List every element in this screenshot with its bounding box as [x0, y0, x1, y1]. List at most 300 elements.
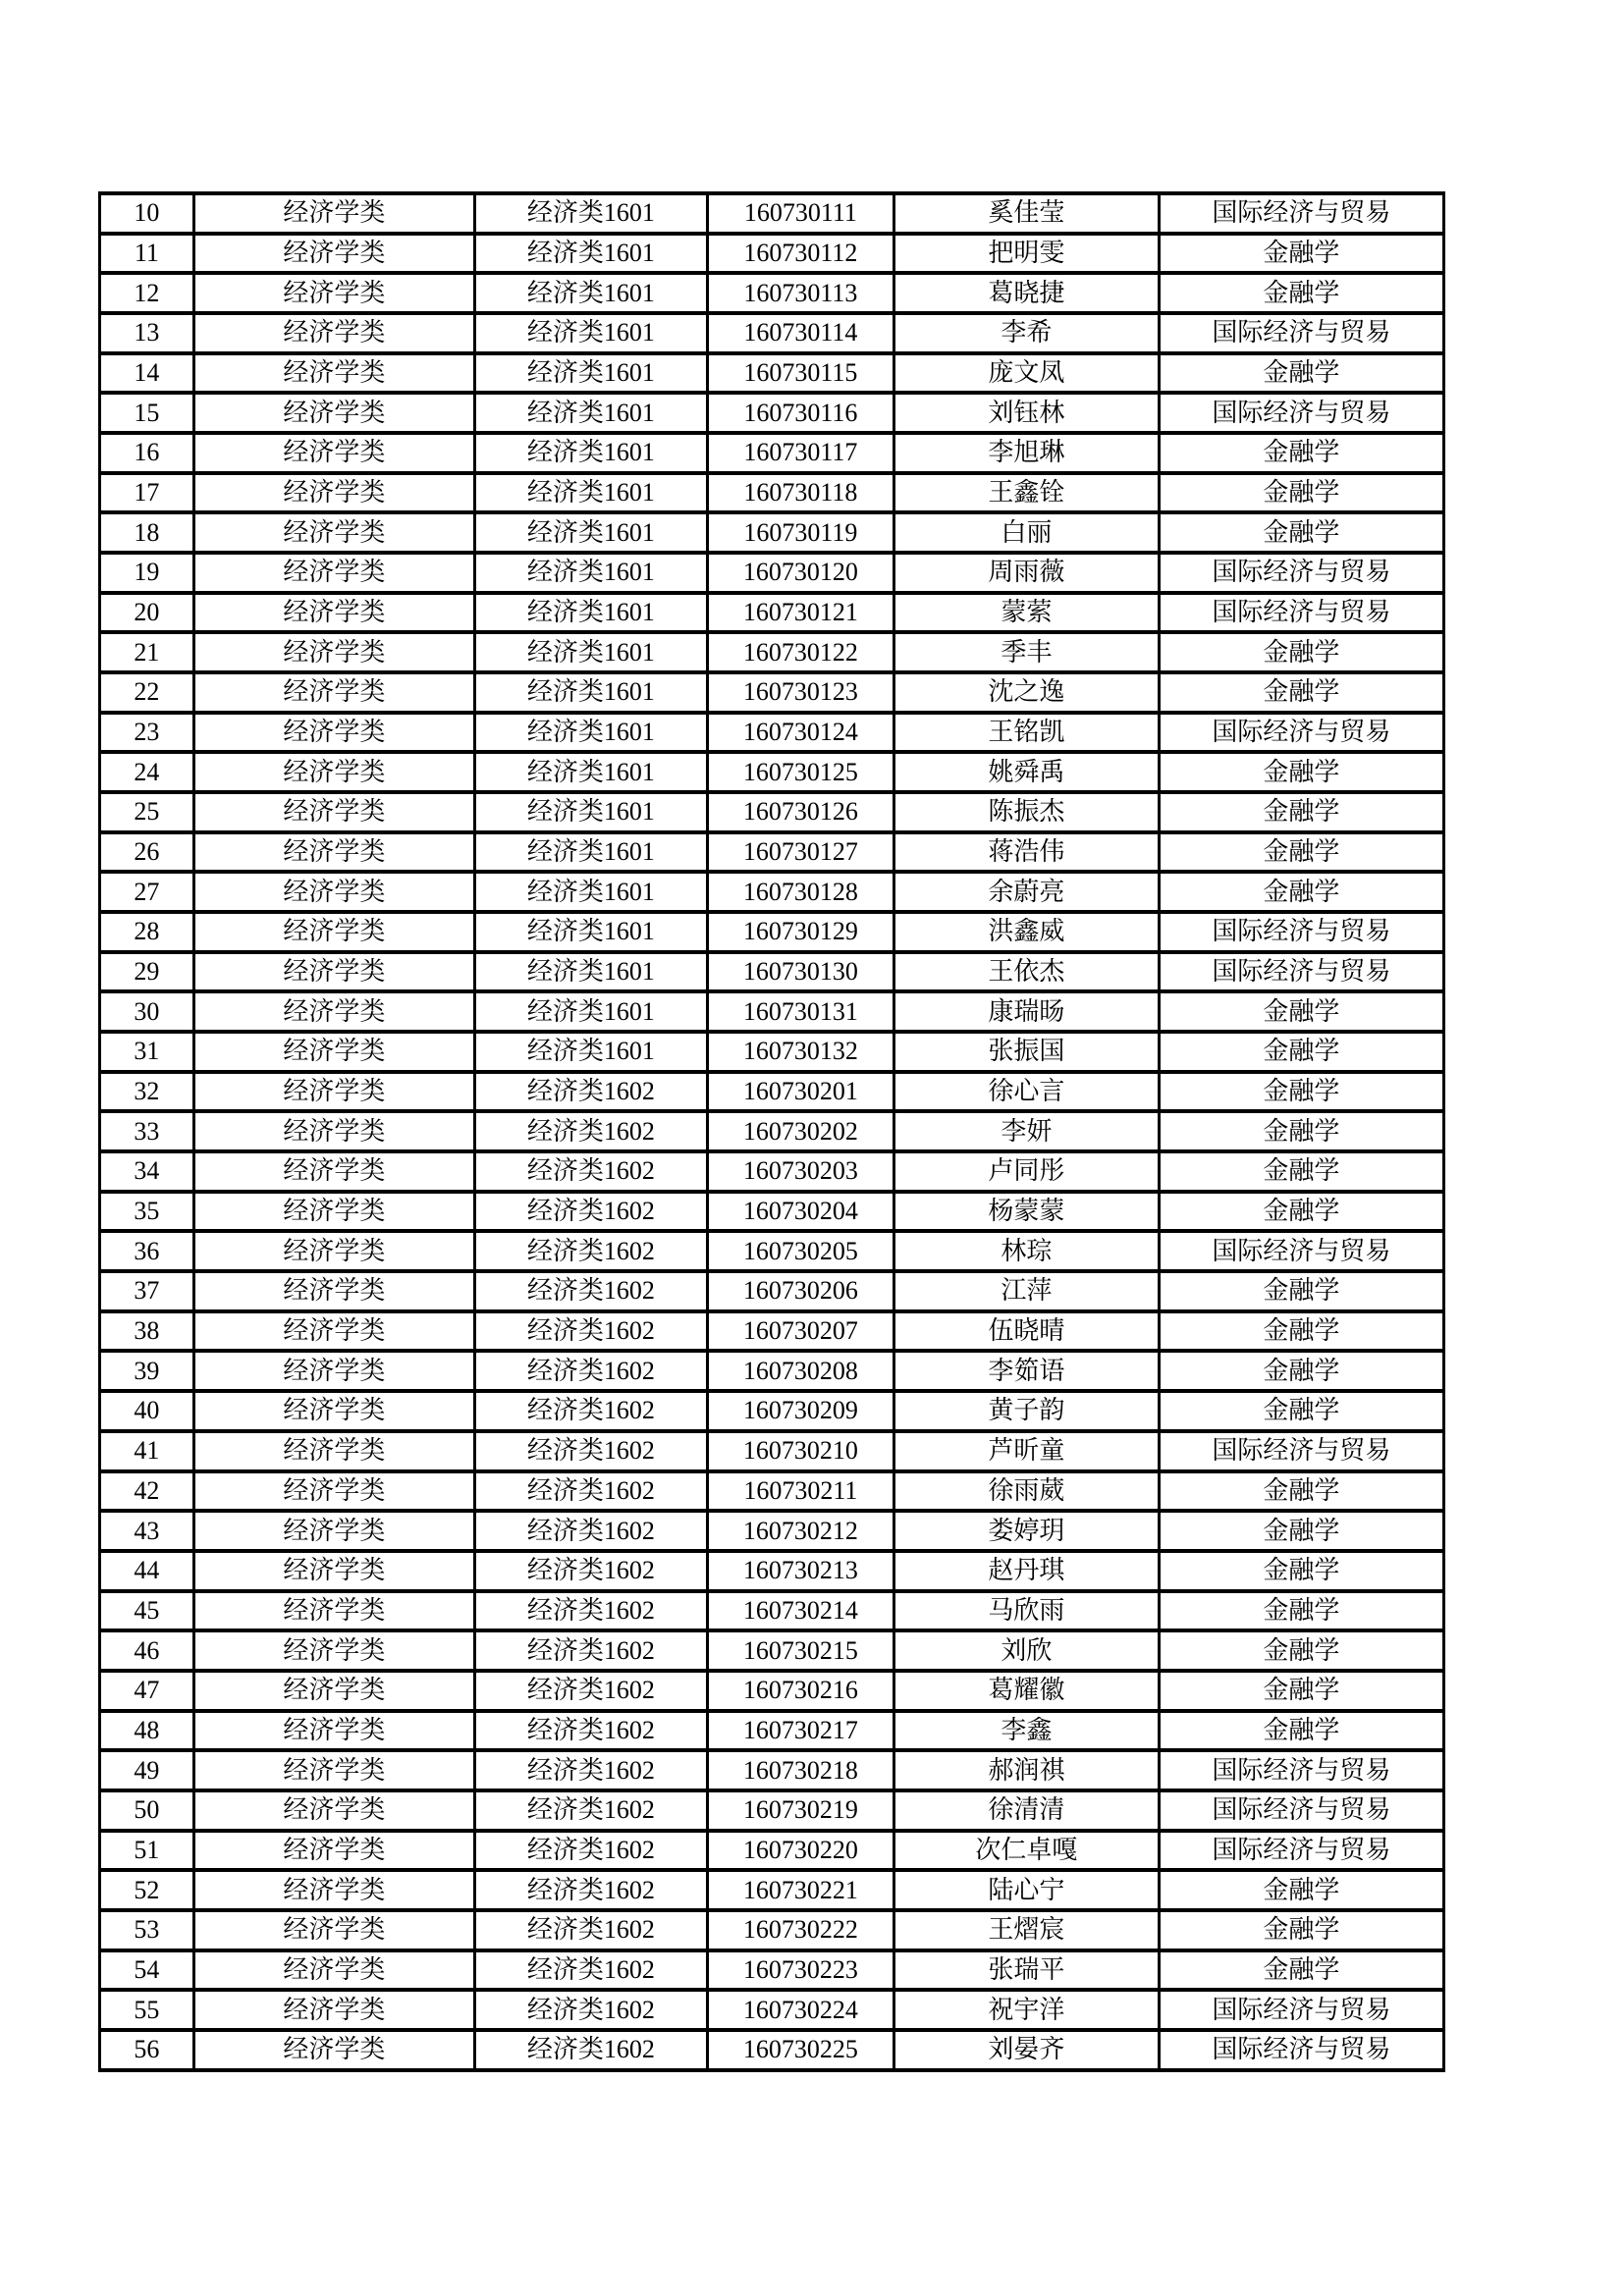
row-number-cell: 42 [100, 1471, 194, 1512]
major-cell: 金融学 [1159, 1870, 1443, 1910]
category-cell: 经济学类 [193, 792, 474, 832]
class-cell: 经济类1601 [474, 632, 707, 672]
table-row [100, 1950, 1444, 1991]
student-id-cell: 160730119 [707, 512, 893, 553]
major-cell: 国际经济与贸易 [1159, 912, 1443, 952]
category-cell: 经济学类 [193, 832, 474, 873]
class-cell: 经济类1601 [474, 353, 707, 394]
category-cell: 经济学类 [193, 632, 474, 672]
table-row [100, 1831, 1444, 1871]
class-cell: 经济类1602 [474, 1790, 707, 1831]
class-cell: 经济类1601 [474, 512, 707, 553]
major-cell: 金融学 [1159, 1551, 1443, 1591]
student-id-cell: 160730224 [707, 1990, 893, 2030]
student-name-cell: 康瑞旸 [894, 991, 1160, 1032]
table-row [100, 1351, 1444, 1391]
class-cell: 经济类1602 [474, 1391, 707, 1431]
class-cell: 经济类1602 [474, 1750, 707, 1790]
student-id-cell: 160730225 [707, 2030, 893, 2070]
category-cell: 经济学类 [193, 672, 474, 713]
class-cell: 经济类1601 [474, 273, 707, 313]
student-id-cell: 160730123 [707, 672, 893, 713]
category-cell: 经济学类 [193, 234, 474, 274]
table-row [100, 512, 1444, 553]
table-row [100, 1111, 1444, 1151]
major-cell: 国际经济与贸易 [1159, 952, 1443, 992]
major-cell: 金融学 [1159, 1630, 1443, 1671]
table-row [100, 1790, 1444, 1831]
table-row [100, 1431, 1444, 1471]
student-id-cell: 160730111 [707, 193, 893, 234]
student-id-cell: 160730204 [707, 1192, 893, 1232]
major-cell: 金融学 [1159, 872, 1443, 912]
student-name-cell: 姚舜禹 [894, 752, 1160, 792]
table-row [100, 1192, 1444, 1232]
major-cell: 国际经济与贸易 [1159, 2030, 1443, 2070]
student-id-cell: 160730210 [707, 1431, 893, 1471]
student-id-cell: 160730114 [707, 313, 893, 353]
category-cell: 经济学类 [193, 1151, 474, 1192]
student-id-cell: 160730202 [707, 1111, 893, 1151]
student-id-cell: 160730213 [707, 1551, 893, 1591]
major-cell: 金融学 [1159, 1351, 1443, 1391]
category-cell: 经济学类 [193, 952, 474, 992]
student-id-cell: 160730209 [707, 1391, 893, 1431]
row-number-cell: 44 [100, 1551, 194, 1591]
category-cell: 经济学类 [193, 912, 474, 952]
class-cell: 经济类1601 [474, 832, 707, 873]
class-cell: 经济类1602 [474, 1990, 707, 2030]
table-row [100, 553, 1444, 593]
category-cell: 经济学类 [193, 1990, 474, 2030]
category-cell: 经济学类 [193, 393, 474, 433]
class-cell: 经济类1602 [474, 1711, 707, 1751]
student-id-cell: 160730205 [707, 1231, 893, 1271]
class-cell: 经济类1601 [474, 553, 707, 593]
class-cell: 经济类1601 [474, 593, 707, 633]
class-cell: 经济类1601 [474, 473, 707, 513]
student-name-cell: 刘欣 [894, 1630, 1160, 1671]
major-cell: 金融学 [1159, 672, 1443, 713]
student-id-cell: 160730217 [707, 1711, 893, 1751]
row-number-cell: 36 [100, 1231, 194, 1271]
row-number-cell: 31 [100, 1032, 194, 1072]
row-number-cell: 47 [100, 1671, 194, 1711]
category-cell: 经济学类 [193, 1192, 474, 1232]
category-cell: 经济学类 [193, 713, 474, 753]
class-cell: 经济类1602 [474, 1831, 707, 1871]
major-cell: 金融学 [1159, 1711, 1443, 1751]
class-cell: 经济类1602 [474, 1630, 707, 1671]
table-row [100, 1032, 1444, 1072]
student-name-cell: 刘晏齐 [894, 2030, 1160, 2070]
category-cell: 经济学类 [193, 1630, 474, 1671]
class-cell: 经济类1602 [474, 1870, 707, 1910]
row-number-cell: 12 [100, 273, 194, 313]
student-name-cell: 葛晓捷 [894, 273, 1160, 313]
category-cell: 经济学类 [193, 1231, 474, 1271]
class-cell: 经济类1602 [474, 1671, 707, 1711]
category-cell: 经济学类 [193, 1511, 474, 1551]
major-cell: 金融学 [1159, 1591, 1443, 1631]
student-id-cell: 160730216 [707, 1671, 893, 1711]
student-name-cell: 陈振杰 [894, 792, 1160, 832]
class-cell: 经济类1602 [474, 1910, 707, 1950]
category-cell: 经济学类 [193, 1471, 474, 1512]
major-cell: 金融学 [1159, 1311, 1443, 1352]
category-cell: 经济学类 [193, 433, 474, 473]
student-id-cell: 160730207 [707, 1311, 893, 1352]
class-cell: 经济类1601 [474, 313, 707, 353]
student-id-cell: 160730127 [707, 832, 893, 873]
table-row [100, 1231, 1444, 1271]
table-row [100, 1271, 1444, 1311]
major-cell: 国际经济与贸易 [1159, 553, 1443, 593]
category-cell: 经济学类 [193, 991, 474, 1032]
table-row [100, 752, 1444, 792]
row-number-cell: 50 [100, 1790, 194, 1831]
student-name-cell: 林琮 [894, 1231, 1160, 1271]
table-row [100, 1750, 1444, 1790]
row-number-cell: 39 [100, 1351, 194, 1391]
student-id-cell: 160730118 [707, 473, 893, 513]
table-row [100, 912, 1444, 952]
row-number-cell: 30 [100, 991, 194, 1032]
table-row [100, 1630, 1444, 1671]
class-cell: 经济类1602 [474, 1351, 707, 1391]
table-row [100, 872, 1444, 912]
class-cell: 经济类1601 [474, 872, 707, 912]
category-cell: 经济学类 [193, 313, 474, 353]
class-cell: 经济类1601 [474, 672, 707, 713]
student-name-cell: 次仁卓嘎 [894, 1831, 1160, 1871]
table-row [100, 832, 1444, 873]
student-id-cell: 160730220 [707, 1831, 893, 1871]
row-number-cell: 54 [100, 1950, 194, 1991]
table-row [100, 313, 1444, 353]
major-cell: 国际经济与贸易 [1159, 1431, 1443, 1471]
major-cell: 金融学 [1159, 1671, 1443, 1711]
student-name-cell: 李鑫 [894, 1711, 1160, 1751]
student-name-cell: 伍晓晴 [894, 1311, 1160, 1352]
row-number-cell: 51 [100, 1831, 194, 1871]
row-number-cell: 33 [100, 1111, 194, 1151]
category-cell: 经济学类 [193, 1910, 474, 1950]
major-cell: 金融学 [1159, 273, 1443, 313]
category-cell: 经济学类 [193, 1671, 474, 1711]
student-name-cell: 王鑫铨 [894, 473, 1160, 513]
row-number-cell: 45 [100, 1591, 194, 1631]
row-number-cell: 14 [100, 353, 194, 394]
student-id-cell: 160730212 [707, 1511, 893, 1551]
class-cell: 经济类1602 [474, 1271, 707, 1311]
row-number-cell: 55 [100, 1990, 194, 2030]
student-name-cell: 洪鑫威 [894, 912, 1160, 952]
row-number-cell: 18 [100, 512, 194, 553]
student-name-cell: 沈之逸 [894, 672, 1160, 713]
category-cell: 经济学类 [193, 193, 474, 234]
category-cell: 经济学类 [193, 752, 474, 792]
student-name-cell: 徐雨葳 [894, 1471, 1160, 1512]
major-cell: 金融学 [1159, 792, 1443, 832]
student-name-cell: 蒙萦 [894, 593, 1160, 633]
row-number-cell: 19 [100, 553, 194, 593]
major-cell: 金融学 [1159, 832, 1443, 873]
student-name-cell: 王熠宸 [894, 1910, 1160, 1950]
row-number-cell: 15 [100, 393, 194, 433]
student-id-cell: 160730128 [707, 872, 893, 912]
student-name-cell: 周雨薇 [894, 553, 1160, 593]
major-cell: 金融学 [1159, 1192, 1443, 1232]
table-row [100, 792, 1444, 832]
class-cell: 经济类1601 [474, 1032, 707, 1072]
category-cell: 经济学类 [193, 872, 474, 912]
category-cell: 经济学类 [193, 1551, 474, 1591]
major-cell: 金融学 [1159, 1910, 1443, 1950]
major-cell: 国际经济与贸易 [1159, 1790, 1443, 1831]
table-row [100, 273, 1444, 313]
class-cell: 经济类1602 [474, 2030, 707, 2070]
student-id-cell: 160730131 [707, 991, 893, 1032]
student-name-cell: 王铭凯 [894, 713, 1160, 753]
row-number-cell: 41 [100, 1431, 194, 1471]
category-cell: 经济学类 [193, 512, 474, 553]
category-cell: 经济学类 [193, 1591, 474, 1631]
table-row [100, 672, 1444, 713]
table-row [100, 2030, 1444, 2070]
row-number-cell: 17 [100, 473, 194, 513]
category-cell: 经济学类 [193, 353, 474, 394]
student-id-cell: 160730208 [707, 1351, 893, 1391]
student-name-cell: 徐清清 [894, 1790, 1160, 1831]
row-number-cell: 49 [100, 1750, 194, 1790]
student-id-cell: 160730215 [707, 1630, 893, 1671]
category-cell: 经济学类 [193, 1391, 474, 1431]
table-row [100, 1391, 1444, 1431]
row-number-cell: 25 [100, 792, 194, 832]
class-cell: 经济类1601 [474, 193, 707, 234]
major-cell: 金融学 [1159, 1950, 1443, 1991]
student-name-cell: 黄子韵 [894, 1391, 1160, 1431]
student-id-cell: 160730222 [707, 1910, 893, 1950]
student-name-cell: 祝宇洋 [894, 1990, 1160, 2030]
major-cell: 金融学 [1159, 1151, 1443, 1192]
class-cell: 经济类1602 [474, 1072, 707, 1112]
table-row [100, 713, 1444, 753]
major-cell: 金融学 [1159, 1391, 1443, 1431]
row-number-cell: 46 [100, 1630, 194, 1671]
table-row [100, 1990, 1444, 2030]
student-id-cell: 160730218 [707, 1750, 893, 1790]
row-number-cell: 24 [100, 752, 194, 792]
student-id-cell: 160730223 [707, 1950, 893, 1991]
student-name-cell: 娄婷玥 [894, 1511, 1160, 1551]
table-row [100, 952, 1444, 992]
table-row [100, 433, 1444, 473]
class-cell: 经济类1602 [474, 1231, 707, 1271]
student-id-cell: 160730122 [707, 632, 893, 672]
major-cell: 金融学 [1159, 234, 1443, 274]
class-cell: 经济类1601 [474, 952, 707, 992]
major-cell: 国际经济与贸易 [1159, 1990, 1443, 2030]
class-cell: 经济类1602 [474, 1950, 707, 1991]
major-cell: 国际经济与贸易 [1159, 1831, 1443, 1871]
major-cell: 国际经济与贸易 [1159, 1750, 1443, 1790]
student-name-cell: 葛耀徽 [894, 1671, 1160, 1711]
class-cell: 经济类1602 [474, 1111, 707, 1151]
category-cell: 经济学类 [193, 1950, 474, 1991]
student-name-cell: 蒋浩伟 [894, 832, 1160, 873]
student-id-cell: 160730132 [707, 1032, 893, 1072]
row-number-cell: 16 [100, 433, 194, 473]
category-cell: 经济学类 [193, 1831, 474, 1871]
student-name-cell: 郝润祺 [894, 1750, 1160, 1790]
student-name-cell: 赵丹琪 [894, 1551, 1160, 1591]
table-row [100, 234, 1444, 274]
row-number-cell: 26 [100, 832, 194, 873]
major-cell: 金融学 [1159, 433, 1443, 473]
student-id-cell: 160730203 [707, 1151, 893, 1192]
table-row [100, 1511, 1444, 1551]
major-cell: 金融学 [1159, 1111, 1443, 1151]
category-cell: 经济学类 [193, 1072, 474, 1112]
row-number-cell: 11 [100, 234, 194, 274]
student-id-cell: 160730125 [707, 752, 893, 792]
student-name-cell: 卢同彤 [894, 1151, 1160, 1192]
student-name-cell: 刘钰林 [894, 393, 1160, 433]
row-number-cell: 38 [100, 1311, 194, 1352]
student-name-cell: 杨蒙蒙 [894, 1192, 1160, 1232]
row-number-cell: 22 [100, 672, 194, 713]
student-name-cell: 李妍 [894, 1111, 1160, 1151]
category-cell: 经济学类 [193, 1750, 474, 1790]
student-id-cell: 160730130 [707, 952, 893, 992]
major-cell: 金融学 [1159, 473, 1443, 513]
row-number-cell: 48 [100, 1711, 194, 1751]
student-id-cell: 160730121 [707, 593, 893, 633]
category-cell: 经济学类 [193, 1790, 474, 1831]
row-number-cell: 21 [100, 632, 194, 672]
student-id-cell: 160730219 [707, 1790, 893, 1831]
student-name-cell: 马欣雨 [894, 1591, 1160, 1631]
table-row [100, 193, 1444, 234]
row-number-cell: 32 [100, 1072, 194, 1112]
major-cell: 国际经济与贸易 [1159, 193, 1443, 234]
student-name-cell: 张振国 [894, 1032, 1160, 1072]
category-cell: 经济学类 [193, 1711, 474, 1751]
table-row [100, 1910, 1444, 1950]
student-id-cell: 160730214 [707, 1591, 893, 1631]
major-cell: 国际经济与贸易 [1159, 313, 1443, 353]
class-cell: 经济类1601 [474, 912, 707, 952]
class-cell: 经济类1601 [474, 433, 707, 473]
student-name-cell: 白丽 [894, 512, 1160, 553]
table-row [100, 353, 1444, 394]
table-row [100, 1072, 1444, 1112]
category-cell: 经济学类 [193, 1111, 474, 1151]
category-cell: 经济学类 [193, 1870, 474, 1910]
major-cell: 金融学 [1159, 1072, 1443, 1112]
category-cell: 经济学类 [193, 1311, 474, 1352]
class-cell: 经济类1601 [474, 393, 707, 433]
table-row [100, 1551, 1444, 1591]
row-number-cell: 20 [100, 593, 194, 633]
major-cell: 金融学 [1159, 353, 1443, 394]
table-row [100, 1311, 1444, 1352]
major-cell: 金融学 [1159, 1511, 1443, 1551]
student-id-cell: 160730126 [707, 792, 893, 832]
category-cell: 经济学类 [193, 1271, 474, 1311]
table-row [100, 473, 1444, 513]
student-name-cell: 芦昕童 [894, 1431, 1160, 1471]
major-cell: 金融学 [1159, 512, 1443, 553]
class-cell: 经济类1602 [474, 1471, 707, 1512]
class-cell: 经济类1601 [474, 752, 707, 792]
category-cell: 经济学类 [193, 593, 474, 633]
student-id-cell: 160730211 [707, 1471, 893, 1512]
row-number-cell: 29 [100, 952, 194, 992]
student-id-cell: 160730112 [707, 234, 893, 274]
student-id-cell: 160730129 [707, 912, 893, 952]
class-cell: 经济类1602 [474, 1431, 707, 1471]
category-cell: 经济学类 [193, 1032, 474, 1072]
major-cell: 金融学 [1159, 1032, 1443, 1072]
category-cell: 经济学类 [193, 1431, 474, 1471]
student-name-cell: 王依杰 [894, 952, 1160, 992]
student-id-cell: 160730124 [707, 713, 893, 753]
table-row [100, 393, 1444, 433]
student-name-cell: 李旭琳 [894, 433, 1160, 473]
major-cell: 金融学 [1159, 991, 1443, 1032]
student-name-cell: 陆心宁 [894, 1870, 1160, 1910]
class-cell: 经济类1602 [474, 1311, 707, 1352]
student-name-cell: 李希 [894, 313, 1160, 353]
major-cell: 金融学 [1159, 1271, 1443, 1311]
table-row [100, 1471, 1444, 1512]
row-number-cell: 13 [100, 313, 194, 353]
row-number-cell: 43 [100, 1511, 194, 1551]
major-cell: 金融学 [1159, 1471, 1443, 1512]
student-name-cell: 徐心言 [894, 1072, 1160, 1112]
student-name-cell: 把明雯 [894, 234, 1160, 274]
class-cell: 经济类1602 [474, 1192, 707, 1232]
student-name-cell: 江萍 [894, 1271, 1160, 1311]
row-number-cell: 56 [100, 2030, 194, 2070]
table-row [100, 593, 1444, 633]
major-cell: 国际经济与贸易 [1159, 1231, 1443, 1271]
student-id-cell: 160730113 [707, 273, 893, 313]
table-row [100, 1591, 1444, 1631]
category-cell: 经济学类 [193, 2030, 474, 2070]
table-row [100, 1151, 1444, 1192]
table-row [100, 991, 1444, 1032]
category-cell: 经济学类 [193, 1351, 474, 1391]
student-name-cell: 奚佳莹 [894, 193, 1160, 234]
major-cell: 国际经济与贸易 [1159, 393, 1443, 433]
student-id-cell: 160730221 [707, 1870, 893, 1910]
major-cell: 金融学 [1159, 632, 1443, 672]
class-cell: 经济类1601 [474, 713, 707, 753]
row-number-cell: 10 [100, 193, 194, 234]
student-name-cell: 季丰 [894, 632, 1160, 672]
row-number-cell: 40 [100, 1391, 194, 1431]
row-number-cell: 37 [100, 1271, 194, 1311]
student-id-cell: 160730201 [707, 1072, 893, 1112]
class-cell: 经济类1601 [474, 234, 707, 274]
row-number-cell: 52 [100, 1870, 194, 1910]
row-number-cell: 28 [100, 912, 194, 952]
class-cell: 经济类1602 [474, 1151, 707, 1192]
